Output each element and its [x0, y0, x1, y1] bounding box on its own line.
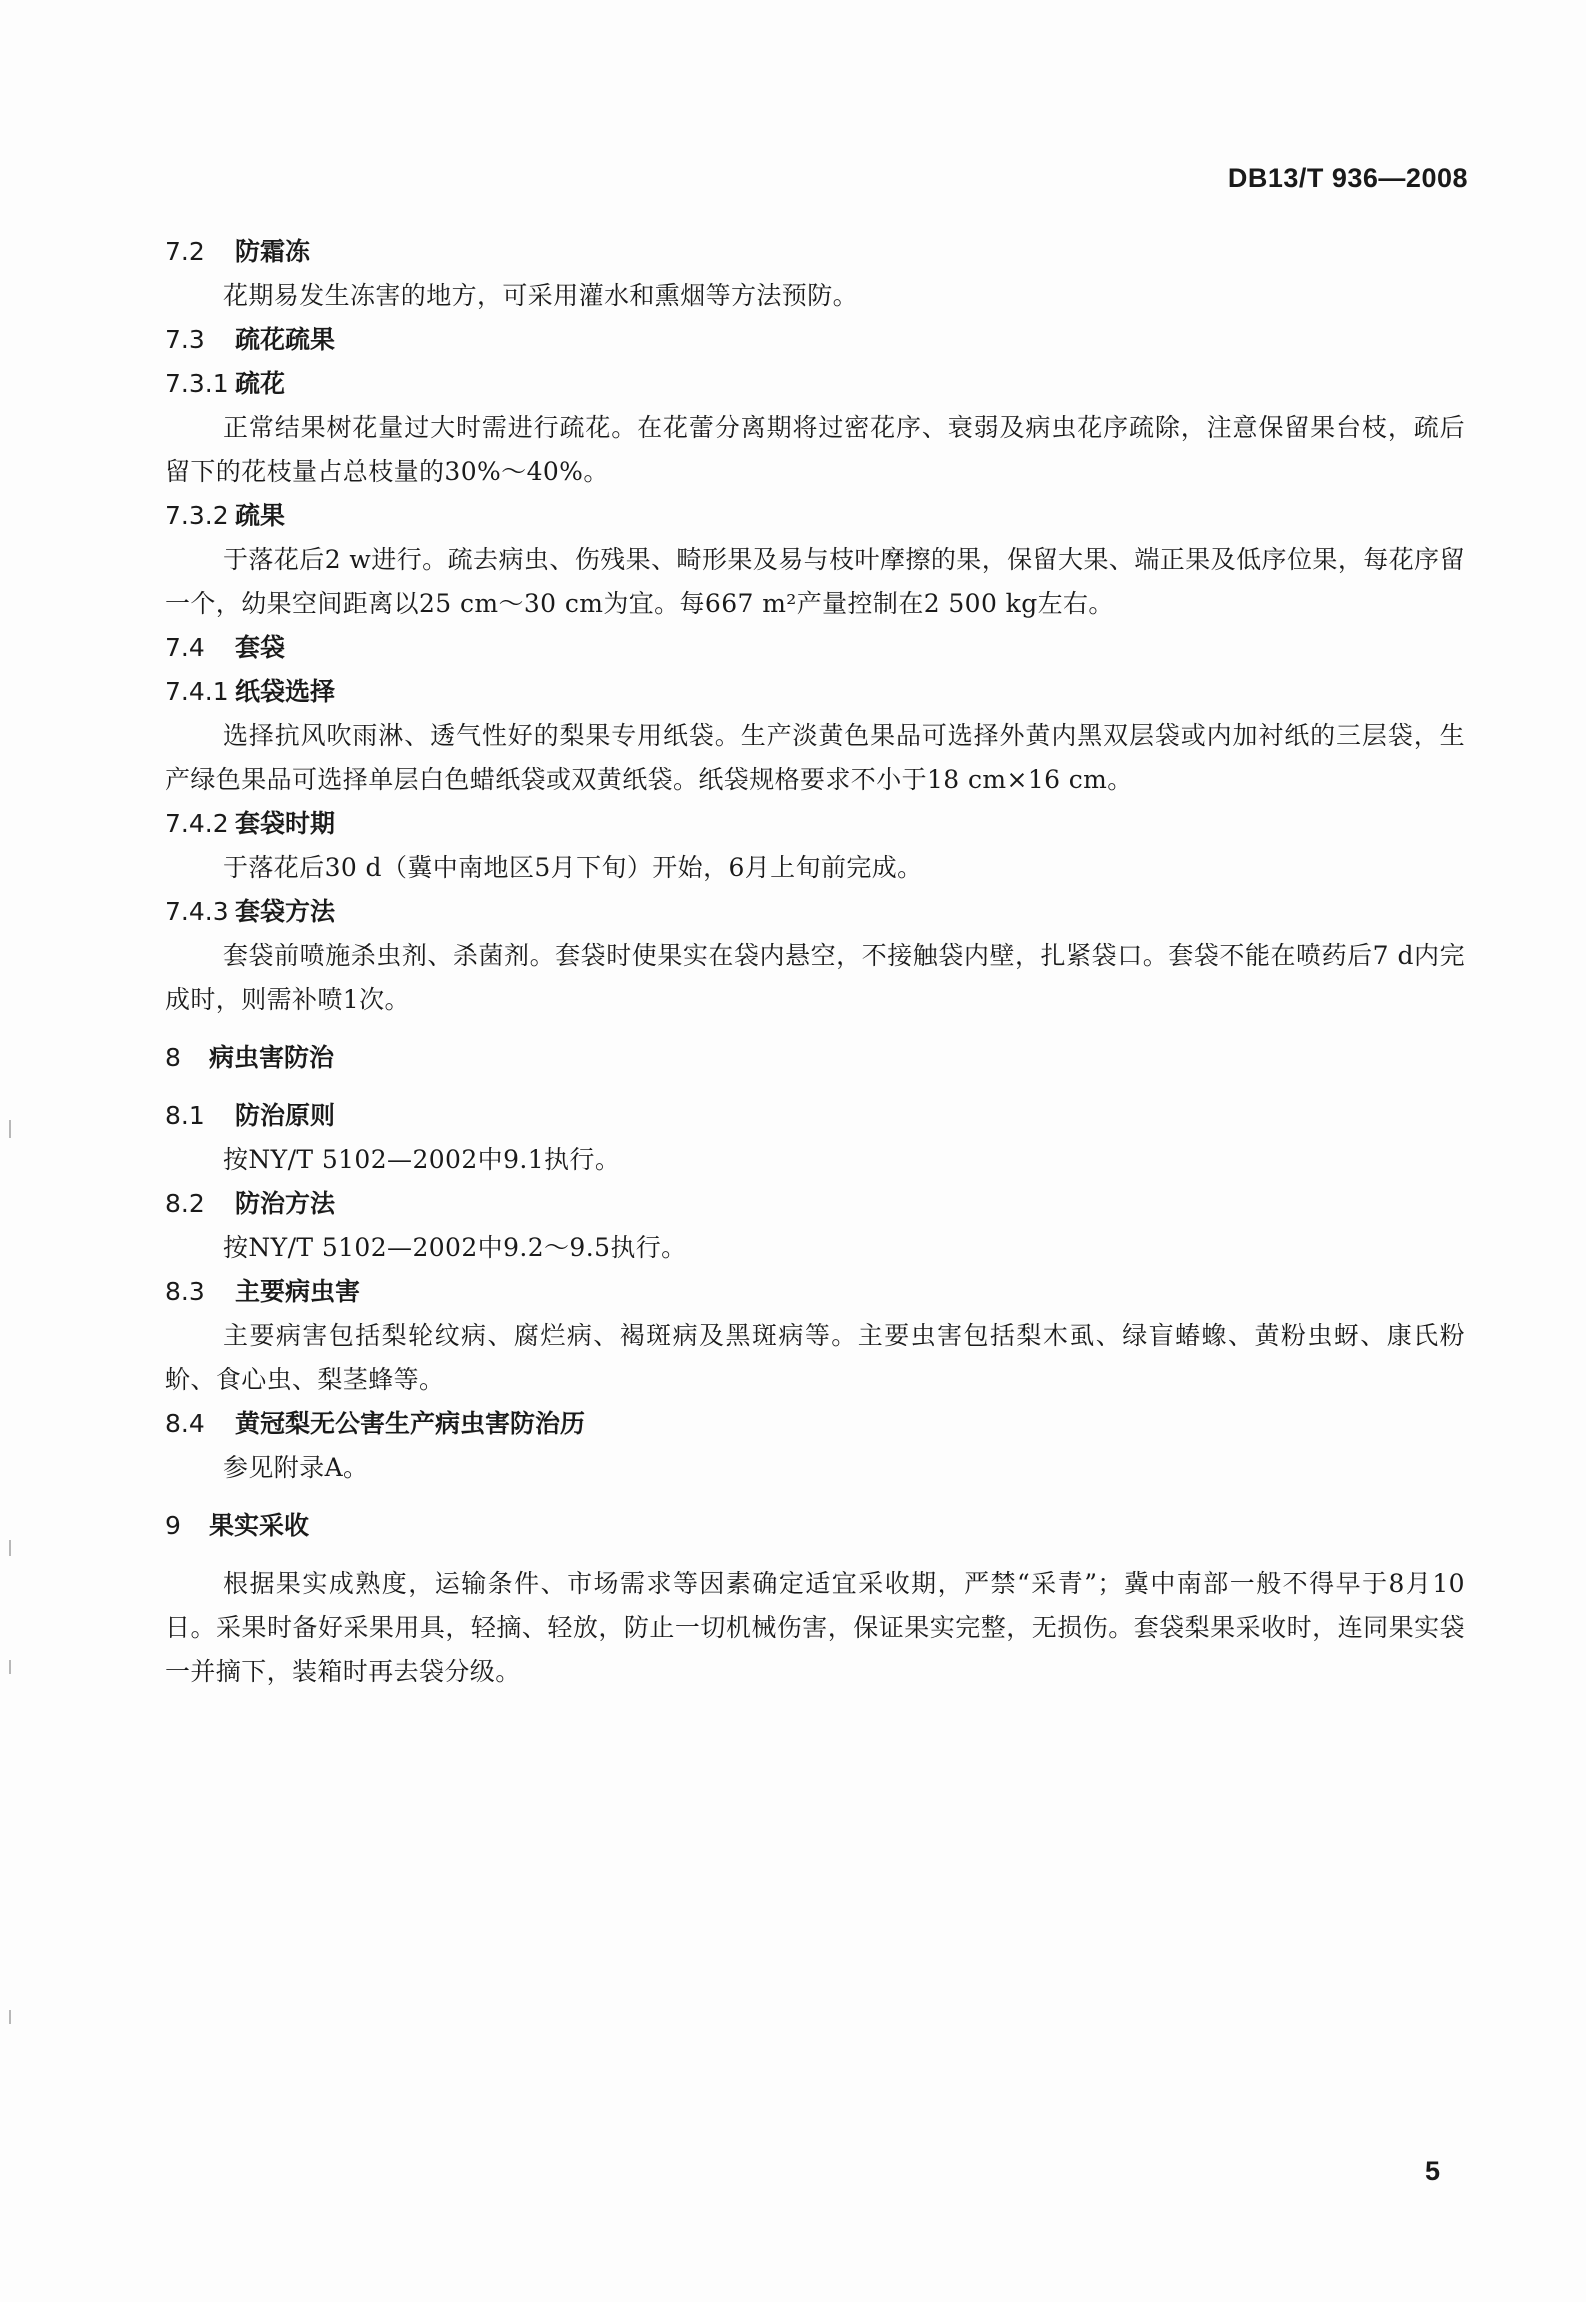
heading-8-1: [165, 1094, 1465, 1138]
paragraph-7-3-2: 于落花后2 w进行。疏去病虫、伤残果、畸形果及易与枝叶摩擦的果，保留大果、端正果及低序位果，每花序留一个，幼果空间距离以25 cm～30 cm为宜。每667 m²产量控制在2 500 kg左右。: [165, 545, 1465, 618]
heading-7-4-1: [165, 670, 1465, 714]
heading-7-4-3: [165, 890, 1465, 934]
section-title: 纸袋选择: [235, 677, 336, 706]
section-title: 疏花疏果: [235, 325, 336, 354]
heading-9: [165, 1504, 1465, 1548]
section-title: 套袋: [235, 633, 286, 662]
paragraph-8-3: 主要病害包括梨轮纹病、腐烂病、褐斑病及黑斑病等。主要虫害包括梨木虱、绿盲蝽蟓、黄粉虫蚜、康氏粉蚧、食心虫、梨茎蜂等。: [165, 1321, 1465, 1394]
heading-7-3-2: [165, 494, 1465, 538]
heading-7-3: [165, 318, 1465, 362]
section-title: 病虫害防治: [209, 1043, 335, 1072]
section-number: 7.3: [165, 325, 205, 354]
document-body: [165, 230, 1465, 1694]
section-number: 7.2: [165, 237, 205, 266]
section-number: 8.4: [165, 1409, 205, 1438]
page-number: 5: [1424, 2156, 1440, 2186]
heading-7-4-2: [165, 802, 1465, 846]
scan-artifact: [9, 2010, 11, 2024]
section-title: 疏果: [235, 501, 286, 530]
section-title: 套袋方法: [235, 897, 336, 926]
section-title: 果实采收: [209, 1511, 310, 1540]
section-number: 9: [165, 1511, 181, 1540]
paragraph-8-2: 按NY/T 5102—2002中9.2～9.5执行。: [223, 1233, 687, 1262]
paragraph-7-2: 花期易发生冻害的地方，可采用灌水和熏烟等方法预防。: [223, 281, 859, 310]
section-number: 8.1: [165, 1101, 205, 1130]
section-title: 黄冠梨无公害生产病虫害防治历: [235, 1409, 586, 1438]
section-title: 防霜冻: [235, 237, 311, 266]
section-number: 8.3: [165, 1277, 205, 1306]
section-number: 7.4.2: [165, 809, 229, 838]
section-number: 8.2: [165, 1189, 205, 1218]
section-number: 8: [165, 1043, 181, 1072]
section-number: 7.4.3: [165, 897, 229, 926]
scan-artifact: [9, 1540, 11, 1556]
paragraph-7-4-3: 套袋前喷施杀虫剂、杀菌剂。套袋时使果实在袋内悬空，不接触袋内壁，扎紧袋口。套袋不能在喷药后7 d内完成时，则需补喷1次。: [165, 941, 1465, 1014]
heading-8-4: [165, 1402, 1465, 1446]
paragraph-7-4-1: 选择抗风吹雨淋、透气性好的梨果专用纸袋。生产淡黄色果品可选择外黄内黑双层袋或内加衬纸的三层袋，生产绿色果品可选择单层白色蜡纸袋或双黄纸袋。纸袋规格要求不小于18 cm×16 cm。: [165, 721, 1465, 794]
heading-8-2: [165, 1182, 1465, 1226]
section-title: 主要病虫害: [235, 1277, 361, 1306]
heading-7-2: [165, 230, 1465, 274]
paragraph-9: 根据果实成熟度，运输条件、市场需求等因素确定适宜采收期，严禁“采青”；冀中南部一般不得早于8月10日。采果时备好采果用具，轻摘、轻放，防止一切机械伤害，保证果实完整，无损伤。套袋梨果采收时，连同果实袋一并摘下，装箱时再去袋分级。: [165, 1569, 1465, 1686]
paragraph-7-4-2: 于落花后30 d（冀中南地区5月下旬）开始，6月上旬前完成。: [223, 853, 923, 882]
heading-7-4: [165, 626, 1465, 670]
heading-8-3: [165, 1270, 1465, 1314]
heading-7-3-1: [165, 362, 1465, 406]
section-title: 防治原则: [235, 1101, 336, 1130]
section-title: 防治方法: [235, 1189, 336, 1218]
section-number: 7.3.1: [165, 369, 229, 398]
section-title: 套袋时期: [235, 809, 336, 838]
scan-artifact: [9, 1660, 11, 1674]
scan-artifact: [9, 1120, 11, 1138]
paragraph-8-1: 按NY/T 5102—2002中9.1执行。: [223, 1145, 621, 1174]
section-number: 7.4.1: [165, 677, 229, 706]
section-number: 7.3.2: [165, 501, 229, 530]
paragraph-7-3-1: 正常结果树花量过大时需进行疏花。在花蕾分离期将过密花序、衰弱及病虫花序疏除，注意保留果台枝，疏后留下的花枝量占总枝量的30%～40%。: [165, 413, 1465, 486]
heading-8: [165, 1036, 1465, 1080]
paragraph-8-4: 参见附录A。: [223, 1453, 369, 1482]
section-number: 7.4: [165, 633, 205, 662]
section-title: 疏花: [235, 369, 286, 398]
document-code: DB13/T 936—2008: [1227, 163, 1468, 193]
